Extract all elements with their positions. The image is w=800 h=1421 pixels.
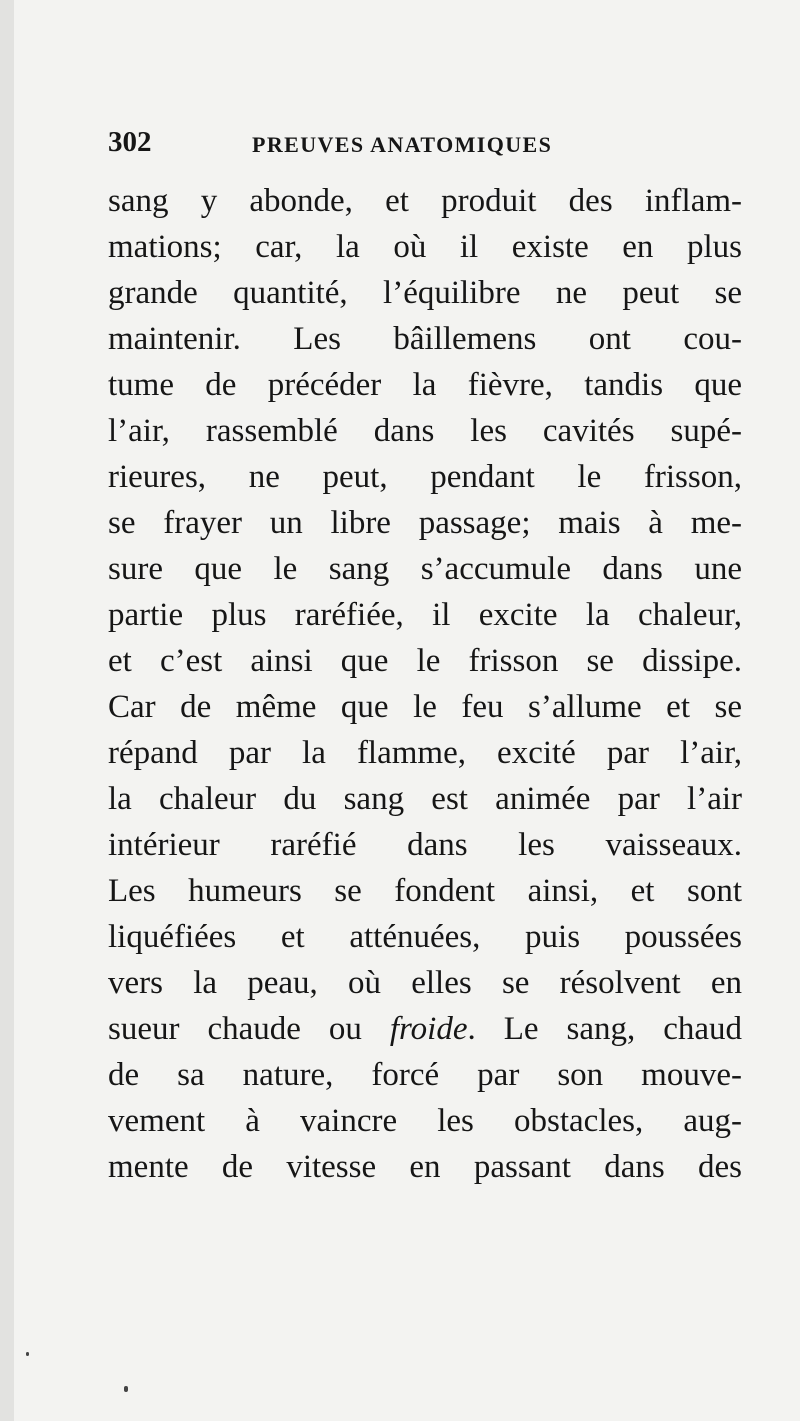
text-line: liquéfiées et atténuées, puis poussées	[108, 919, 742, 955]
text-line: répand par la flamme, excité par l’air,	[108, 735, 742, 771]
page-number: 302	[108, 126, 152, 158]
text-line: vement à vaincre les obstacles, aug-	[108, 1103, 742, 1139]
text-line: Car de même que le feu s’allume et se	[108, 689, 742, 725]
text-line: et c’est ainsi que le frisson se dissipe.	[108, 643, 742, 679]
paper-speck	[26, 1352, 29, 1356]
text-line: mente de vitesse en passant dans des	[108, 1149, 742, 1185]
text-line: Les humeurs se fondent ainsi, et sont	[108, 873, 742, 909]
text-run: sueur chaude ou	[108, 1011, 390, 1047]
italic-word: froide	[389, 1011, 468, 1047]
paper-speck	[124, 1386, 128, 1392]
text-line: l’air, rassemblé dans les cavités supé-	[108, 413, 742, 449]
text-line: de sa nature, forcé par son mouve-	[108, 1057, 742, 1093]
text-line: grande quantité, l’équilibre ne peut se	[108, 275, 742, 311]
text-line-mixed	[108, 1006, 742, 1052]
text-line: se frayer un libre passage; mais à me-	[108, 505, 742, 541]
text-line: sure que le sang s’accumule dans une	[108, 551, 742, 587]
text-line: sang y abonde, et produit des inflam-	[108, 183, 742, 219]
text-line: vers la peau, où elles se résolvent en	[108, 965, 742, 1001]
text-line: intérieur raréfié dans les vaisseaux.	[108, 827, 742, 863]
text-line: mations; car, la où il existe en plus	[108, 229, 742, 265]
text-line: partie plus raréfiée, il excite la chaleur,	[108, 597, 742, 633]
text-run: . Le sang, chaud	[467, 1011, 742, 1047]
running-head: PREUVES ANATOMIQUES	[252, 132, 553, 157]
page-header	[108, 122, 628, 166]
body-text	[108, 178, 742, 1190]
text-line: tume de précéder la fièvre, tandis que	[108, 367, 742, 403]
text-line: la chaleur du sang est animée par l’air	[108, 781, 742, 817]
text-line: rieures, ne peut, pendant le frisson,	[108, 459, 742, 495]
text-line: maintenir. Les bâillemens ont cou-	[108, 321, 742, 357]
